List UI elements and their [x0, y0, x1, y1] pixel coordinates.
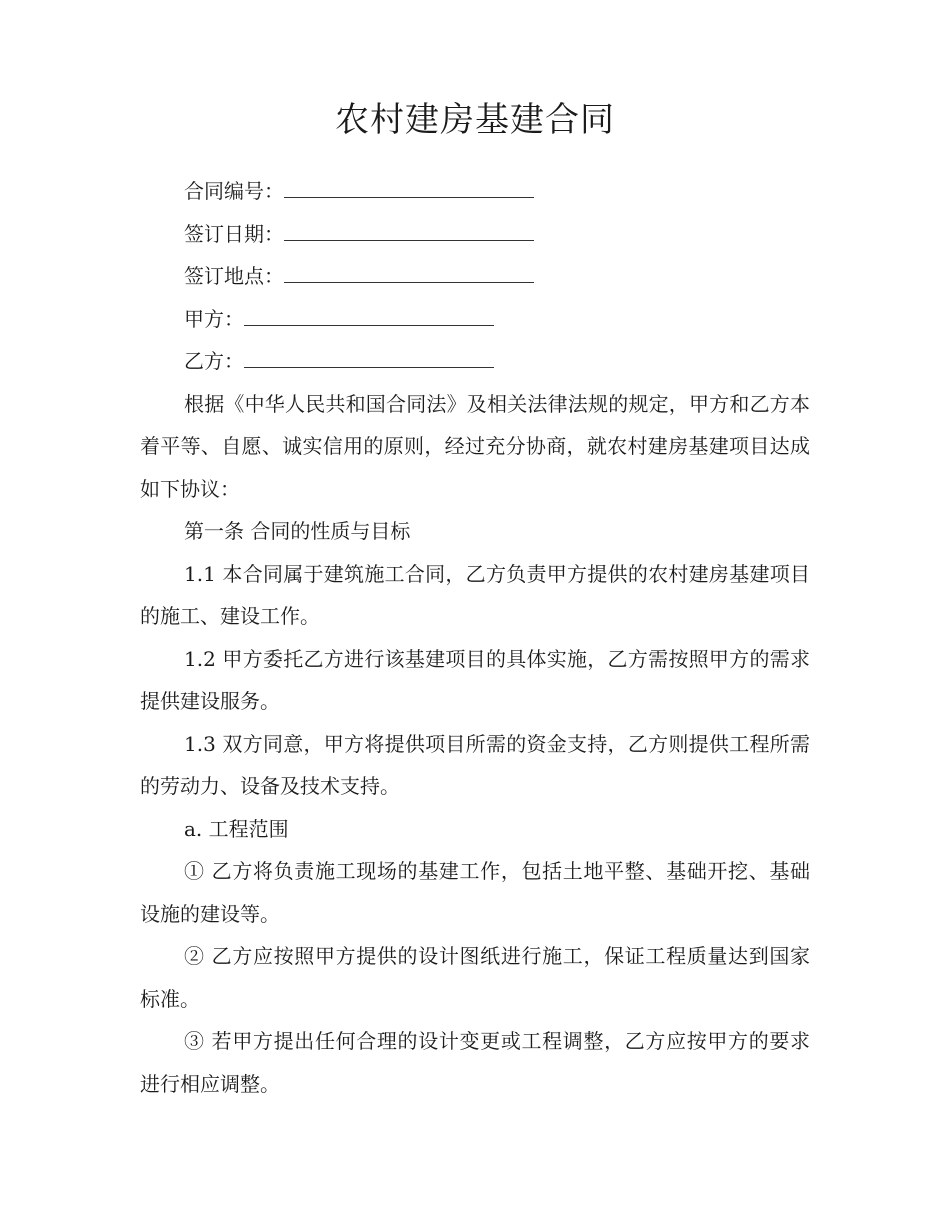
article-1-heading: 第一条 合同的性质与目标 [184, 519, 411, 543]
clause-1-3: 1.3 双方同意，甲方将提供项目所需的资金支持，乙方则提供工程所需的劳动力、设备及技术支持。 [140, 731, 810, 798]
clause-1-2: 1.2 甲方委托乙方进行该基建项目的具体实施，乙方需按照甲方的需求提供建设服务。 [140, 646, 810, 713]
preamble-paragraph: 根据《中华人民共和国合同法》及相关法律法规的规定，甲方和乙方本着平等、自愿、诚实信用的原则，经过充分协商，就农村建房基建项目达成如下协议： [140, 391, 810, 501]
sign-place-field [140, 255, 810, 298]
document-body [140, 170, 810, 1105]
item-2: ② 乙方应按照甲方提供的设计图纸进行施工，保证工程质量达到国家标准。 [140, 944, 810, 1011]
contract-number-blank [284, 179, 534, 198]
contract-number-field [140, 170, 810, 213]
section-a-heading: a. 工程范围 [184, 816, 289, 841]
party-b-field [140, 340, 810, 383]
clause-1-1: 1.1 本合同属于建筑施工合同，乙方负责甲方提供的农村建房基建项目的施工、建设工作。 [140, 561, 810, 628]
sign-place-label: 签订地点： [184, 264, 284, 288]
party-a-blank [244, 307, 494, 326]
party-a-label: 甲方： [184, 306, 244, 331]
item-3: ③ 若甲方提出任何合理的设计变更或工程调整，乙方应按甲方的要求进行相应调整。 [140, 1029, 810, 1096]
document-title: 农村建房基建合同 [335, 100, 615, 140]
item-1: ① 乙方将负责施工现场的基建工作，包括土地平整、基础开挖、基础设施的建设等。 [140, 859, 810, 926]
sign-date-label: 签订日期： [184, 221, 284, 246]
contract-number-label: 合同编号： [184, 179, 284, 203]
party-b-label: 乙方： [184, 349, 244, 373]
party-b-blank [244, 349, 494, 368]
sign-date-field [140, 213, 810, 256]
party-a-field [140, 298, 810, 341]
sign-date-blank [284, 222, 534, 241]
sign-place-blank [284, 264, 534, 283]
